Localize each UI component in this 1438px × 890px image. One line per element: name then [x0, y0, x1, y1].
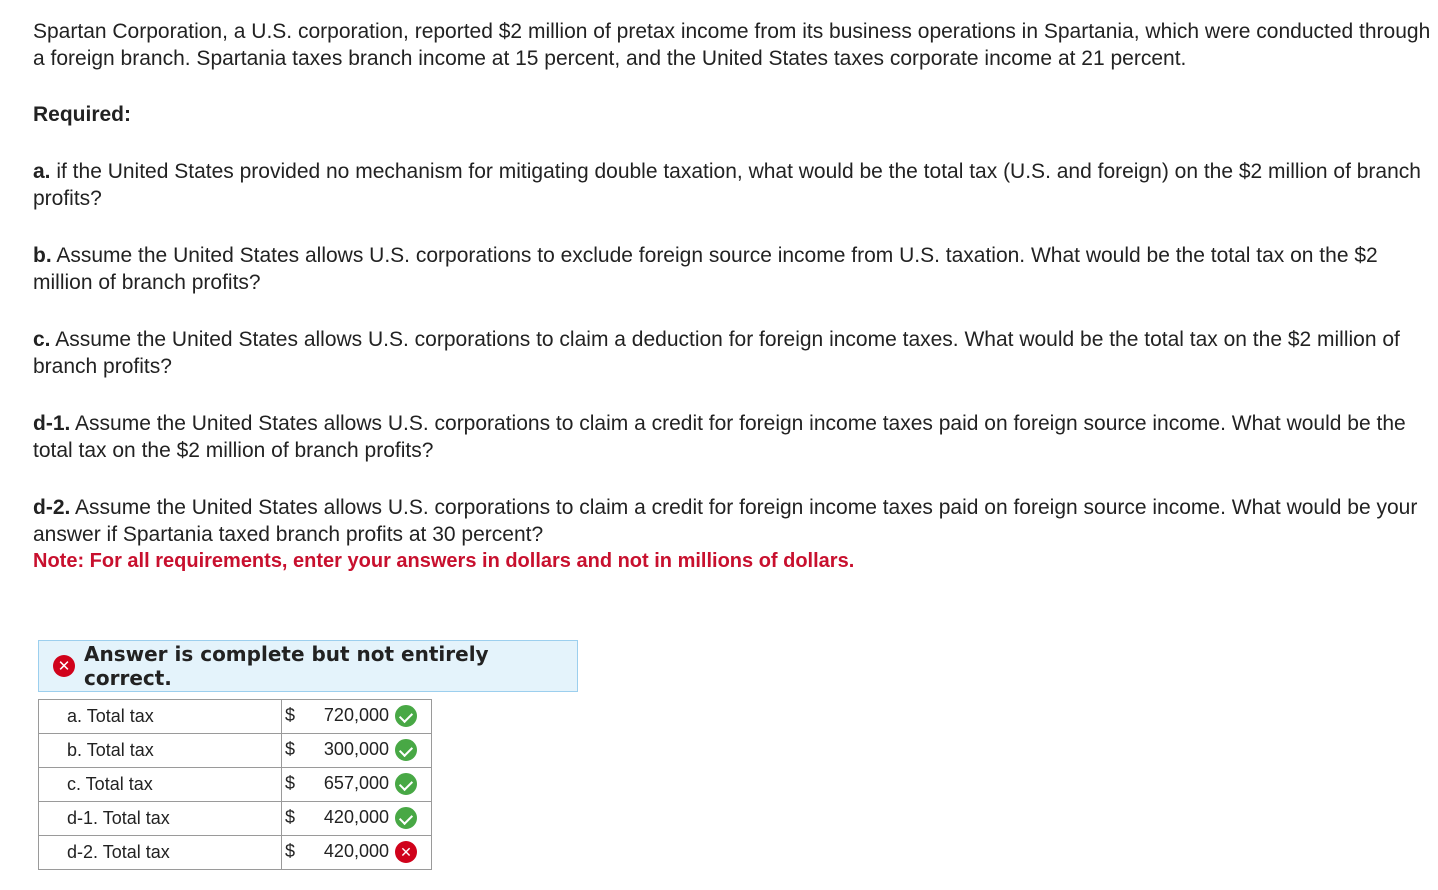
currency-symbol: $: [285, 773, 296, 794]
answer-amount-input[interactable]: 420,000: [323, 807, 389, 828]
currency-symbol: $: [285, 841, 296, 862]
question-label: a.: [33, 160, 51, 183]
question-c: [33, 326, 1438, 380]
question-text: if the United States provided no mechanism for mitigating double taxation, what would be the total tax (U.S. and foreign) on the $2 million of branch profits?: [33, 160, 1421, 210]
check-circle-icon: [395, 705, 417, 727]
x-circle-icon: ✕: [53, 655, 75, 677]
table-row: [39, 700, 432, 734]
question-d2: [33, 494, 1438, 548]
currency-symbol: $: [285, 705, 296, 726]
answer-value-cell[interactable]: [282, 802, 432, 836]
question-d1: [33, 410, 1438, 464]
answer-label: d-2. Total tax: [39, 836, 282, 870]
answer-label: c. Total tax: [39, 768, 282, 802]
answer-amount-input[interactable]: 300,000: [323, 739, 389, 760]
x-circle-icon: ✕: [395, 841, 417, 863]
table-row: [39, 836, 432, 870]
result-banner-text: Answer is complete but not entirely correct.: [84, 642, 489, 690]
table-row: [39, 768, 432, 802]
question-label: d-2.: [33, 496, 71, 519]
question-text: Assume the United States allows U.S. corporations to claim a credit for foreign income taxes paid on foreign source income. What would be the total tax on the $2 million of branch profits?: [33, 412, 1406, 462]
table-row: [39, 734, 432, 768]
note-text: Note: For all requirements, enter your answers in dollars and not in millions of dollars.: [33, 550, 855, 572]
check-circle-icon: [395, 807, 417, 829]
question-label: b.: [33, 244, 52, 267]
question-text: Assume the United States allows U.S. corporations to claim a deduction for foreign income taxes. What would be the total tax on the $2 million of branch profits?: [33, 328, 1400, 378]
answer-value-cell[interactable]: [282, 836, 432, 870]
check-circle-icon: [395, 773, 417, 795]
result-banner: [38, 640, 578, 692]
question-label: c.: [33, 328, 51, 351]
question-b: [33, 242, 1438, 296]
check-circle-icon: [395, 739, 417, 761]
question-a: [33, 158, 1438, 212]
answer-amount-input[interactable]: 720,000: [323, 705, 389, 726]
currency-symbol: $: [285, 739, 296, 760]
table-row: [39, 802, 432, 836]
answer-label: b. Total tax: [39, 734, 282, 768]
answers-table: [38, 699, 432, 870]
required-heading: Required:: [33, 103, 132, 126]
problem-content: [33, 18, 1438, 575]
answer-value-cell[interactable]: [282, 768, 432, 802]
question-label: d-1.: [33, 412, 71, 435]
answer-label: a. Total tax: [39, 700, 282, 734]
currency-symbol: $: [285, 807, 296, 828]
answer-amount-input[interactable]: 420,000: [323, 841, 389, 862]
answer-amount-input[interactable]: 657,000: [323, 773, 389, 794]
problem-intro: Spartan Corporation, a U.S. corporation, reported $2 million of pretax income from its business operations in Spartania, which were conducted through a foreign branch. Spartania taxes branch income at 15 percent, and the United States taxes corporate income at 21 percent.: [33, 20, 1431, 70]
answer-label: d-1. Total tax: [39, 802, 282, 836]
answer-value-cell[interactable]: [282, 734, 432, 768]
answer-value-cell[interactable]: [282, 700, 432, 734]
question-text: Assume the United States allows U.S. corporations to exclude foreign source income from U.S. taxation. What would be the total tax on the $2 million of branch profits?: [33, 244, 1378, 294]
question-text: Assume the United States allows U.S. corporations to claim a credit for foreign income taxes paid on foreign source income. What would be your answer if Spartania taxed branch profits at 30 percent?: [33, 496, 1418, 546]
